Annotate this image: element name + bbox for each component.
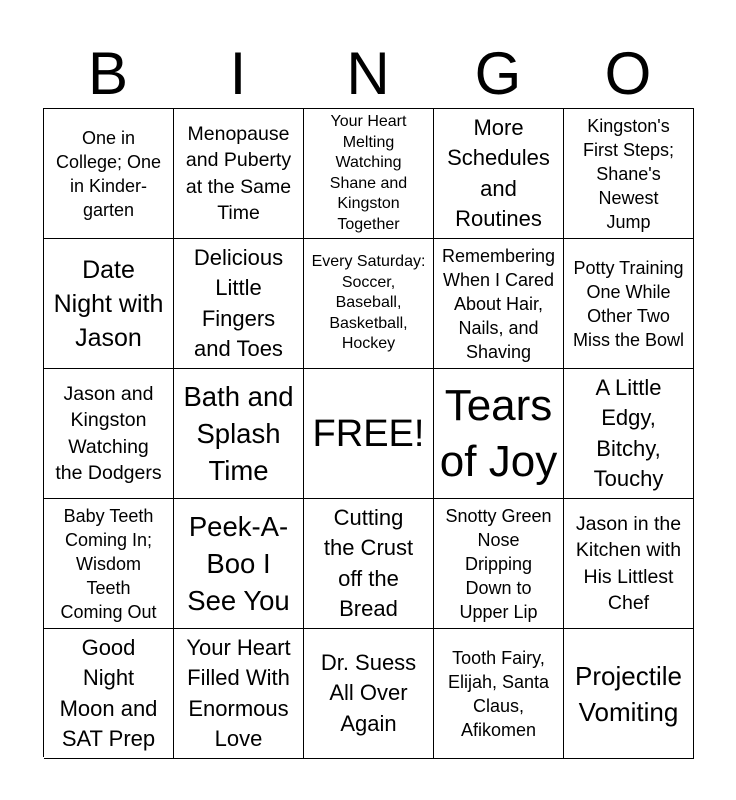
bingo-cell-r3-c5[interactable]: A Little Edgy, Bitchy, Touchy — [564, 369, 694, 499]
bingo-cell-r5-c5[interactable]: Projectile Vomiting — [564, 629, 694, 759]
header-letter-i: I — [229, 40, 247, 107]
bingo-cell-free[interactable]: FREE! — [304, 369, 434, 499]
bingo-cell-r3-c4[interactable]: Tears of Joy — [434, 369, 564, 499]
bingo-board — [43, 108, 694, 757]
bingo-cell-r2-c5[interactable]: Potty Training One While Other Two Miss the Bowl — [564, 239, 694, 369]
bingo-cell-r4-c5[interactable]: Jason in the Kitchen with His Littlest Chef — [564, 499, 694, 629]
bingo-cell-r1-c5[interactable]: Kingston's First Steps; Shane's Newest Jump — [564, 109, 694, 239]
bingo-cell-r5-c4[interactable]: Tooth Fairy, Elijah, Santa Claus, Afikomen — [434, 629, 564, 759]
header-letter-g: G — [474, 40, 522, 107]
bingo-cell-r3-c2[interactable]: Bath and Splash Time — [174, 369, 304, 499]
bingo-cell-r4-c1[interactable]: Baby Teeth Coming In; Wisdom Teeth Coming Out — [44, 499, 174, 629]
bingo-cell-r2-c4[interactable]: Remembering When I Cared About Hair, Nails, and Shaving — [434, 239, 564, 369]
bingo-cell-r2-c3[interactable]: Every Saturday: Soccer, Baseball, Basketball, Hockey — [304, 239, 434, 369]
header-letter-b: B — [87, 40, 129, 107]
bingo-cell-r1-c1[interactable]: One in College; One in Kinder- garten — [44, 109, 174, 239]
header-letter-o: O — [604, 40, 652, 107]
bingo-cell-r5-c1[interactable]: Good Night Moon and SAT Prep — [44, 629, 174, 759]
bingo-cell-r3-c1[interactable]: Jason and Kingston Watching the Dodgers — [44, 369, 174, 499]
bingo-cell-r1-c3[interactable]: Your Heart Melting Watching Shane and Kingston Together — [304, 109, 434, 239]
bingo-cell-r4-c3[interactable]: Cutting the Crust off the Bread — [304, 499, 434, 629]
bingo-cell-r4-c2[interactable]: Peek-A- Boo I See You — [174, 499, 304, 629]
bingo-cell-r5-c3[interactable]: Dr. Suess All Over Again — [304, 629, 434, 759]
bingo-cell-r1-c2[interactable]: Menopause and Puberty at the Same Time — [174, 109, 304, 239]
bingo-cell-r5-c2[interactable]: Your Heart Filled With Enormous Love — [174, 629, 304, 759]
bingo-cell-r4-c4[interactable]: Snotty Green Nose Dripping Down to Upper Lip — [434, 499, 564, 629]
bingo-cell-r1-c4[interactable]: More Schedules and Routines — [434, 109, 564, 239]
bingo-cell-r2-c1[interactable]: Date Night with Jason — [44, 239, 174, 369]
header-letter-n: N — [346, 40, 390, 107]
bingo-cell-r2-c2[interactable]: Delicious Little Fingers and Toes — [174, 239, 304, 369]
bingo-header — [43, 40, 693, 108]
